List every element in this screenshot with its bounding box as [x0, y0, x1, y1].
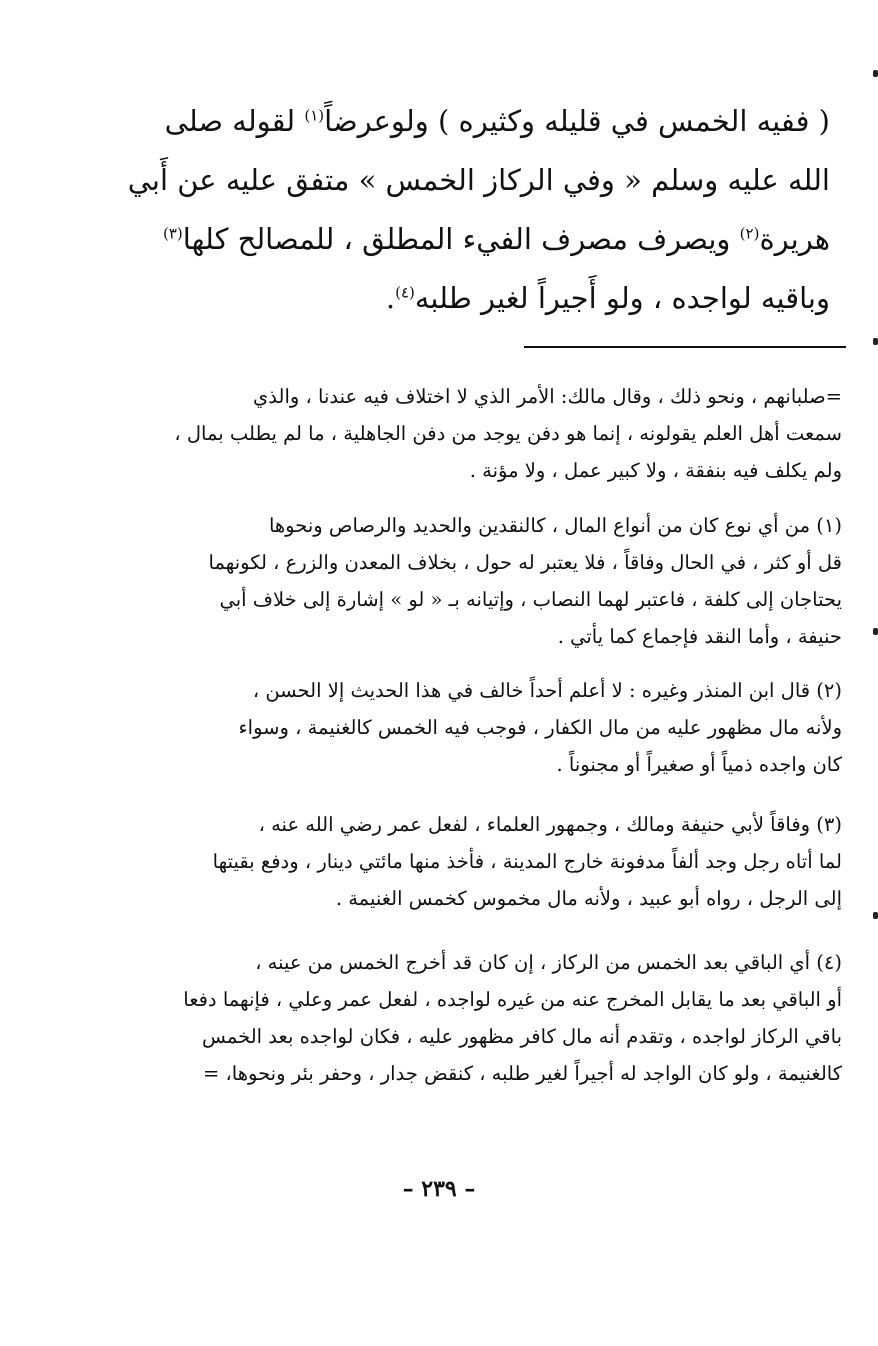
footnote-line: (٤) أي الباقي بعد الخمس من الركاز ، إن كان قد أخرج الخمس من عينه ،	[255, 951, 842, 974]
scan-edge-mark	[873, 70, 878, 77]
footnote-line: سمعت أهل العلم يقولونه ، إنما هو دفن يوجد من دفن الجاهلية ، ما لم يطلب بمال ،	[174, 422, 842, 445]
footnote-line: =صلبانهم ، ونحو ذلك ، وقال مالك: الأمر الذي لا اختلاف فيه عندنا ، والذي	[253, 385, 842, 408]
footnote-line: (٢) قال ابن المنذر وغيره : لا أعلم أحداً خالف في هذا الحديث إلا الحسن ،	[252, 679, 842, 702]
footnote-line: (١) من أي نوع كان من أنواع المال ، كالنقدين والحديد والرصاص ونحوها	[268, 514, 842, 537]
scan-edge-mark	[873, 628, 878, 635]
footnotes	[124, 378, 842, 1092]
main-line: هريرة$^{(٢)}$ ويصرف مصرف الفيء المطلق ، للمصالح كلها$^{(٣)}$	[162, 222, 830, 256]
footnote-line: يحتاجان إلى كلفة ، فاعتبر لهما النصاب ، وإتيانه بـ « لو » إشارة إلى خلاف أبي	[219, 588, 842, 611]
footnote-line: ولأنه مال مظهور عليه من مال الكفار ، فوجب فيه الخمس كالغنيمة ، وسواء	[238, 716, 842, 739]
footnote-number: (١)	[816, 514, 842, 537]
main-line: وباقيه لواجده ، ولو أَجيراً لغير طلبه$^{(٤)}$.	[385, 281, 830, 315]
footnote-marker: (١)	[304, 106, 325, 125]
footnote-separator	[524, 346, 846, 348]
footnote-line: باقي الركاز لواجده ، وتقدم أنه مال كافر مظهور عليه ، فكان لواجده بعد الخمس	[202, 1025, 842, 1048]
footnote-line: إلى الرجل ، رواه أبو عبيد ، ولأنه مال مخموس كخمس الغنيمة .	[335, 887, 842, 910]
footnote-3	[124, 806, 842, 917]
footnote-line: (٣) وفاقاً لأبي حنيفة ومالك ، وجمهور العلماء ، لفعل عمر رضي الله عنه ،	[258, 813, 842, 836]
footnote-marker: (٣)	[162, 224, 183, 243]
footnote-line: حنيفة ، وأما النقد فإجماع كما يأتي .	[557, 625, 842, 648]
footnote-4	[124, 944, 842, 1092]
scan-edge-mark	[873, 338, 878, 345]
footnote-line: أو الباقي بعد ما يقابل المخرج عنه من غيره لواجده ، لفعل عمر وعلي ، فإنهما دفعا	[183, 988, 842, 1011]
footnote-continuation	[124, 378, 842, 489]
main-line: الله عليه وسلم « وفي الركاز الخمس » متفق عليه عن أَبي	[127, 163, 830, 197]
footnote-number: (٣)	[816, 813, 842, 836]
footnote-marker: (٤)	[395, 283, 415, 302]
scan-edge-mark	[873, 912, 878, 919]
main-line: ( ففيه الخمس في قليله وكثيره ) ولوعرضاً$^{(١)}$ لقوله صلى	[164, 104, 830, 138]
footnote-number: (٤)	[816, 951, 842, 974]
main-text	[112, 92, 830, 328]
page-number: – ٢٣٩ –	[402, 1176, 476, 1202]
footnote-line: كالغنيمة ، ولو كان الواجد له أجيراً لغير طلبه ، كنقض جدار ، وحفر بئر ونحوها، =	[202, 1062, 842, 1085]
footnote-line: كان واجده ذمياً أو صغيراً أو مجنوناً .	[556, 753, 842, 776]
footnote-number: (٢)	[816, 679, 842, 702]
footnote-line: قل أو كثر ، في الحال وفاقاً ، فلا يعتبر له حول ، بخلاف المعدن والزرع ، لكونهما	[208, 551, 842, 574]
footnote-2	[124, 672, 842, 783]
footnote-marker: (٢)	[739, 224, 760, 243]
footnote-line: لما أتاه رجل وجد ألفاً مدفونة خارج المدينة ، فأخذ منها مائتي دينار ، ودفع بقيتها	[212, 850, 842, 873]
footnote-1	[124, 507, 842, 655]
footnote-line: ولم يكلف فيه بنفقة ، ولا كبير عمل ، ولا مؤنة .	[469, 459, 842, 482]
